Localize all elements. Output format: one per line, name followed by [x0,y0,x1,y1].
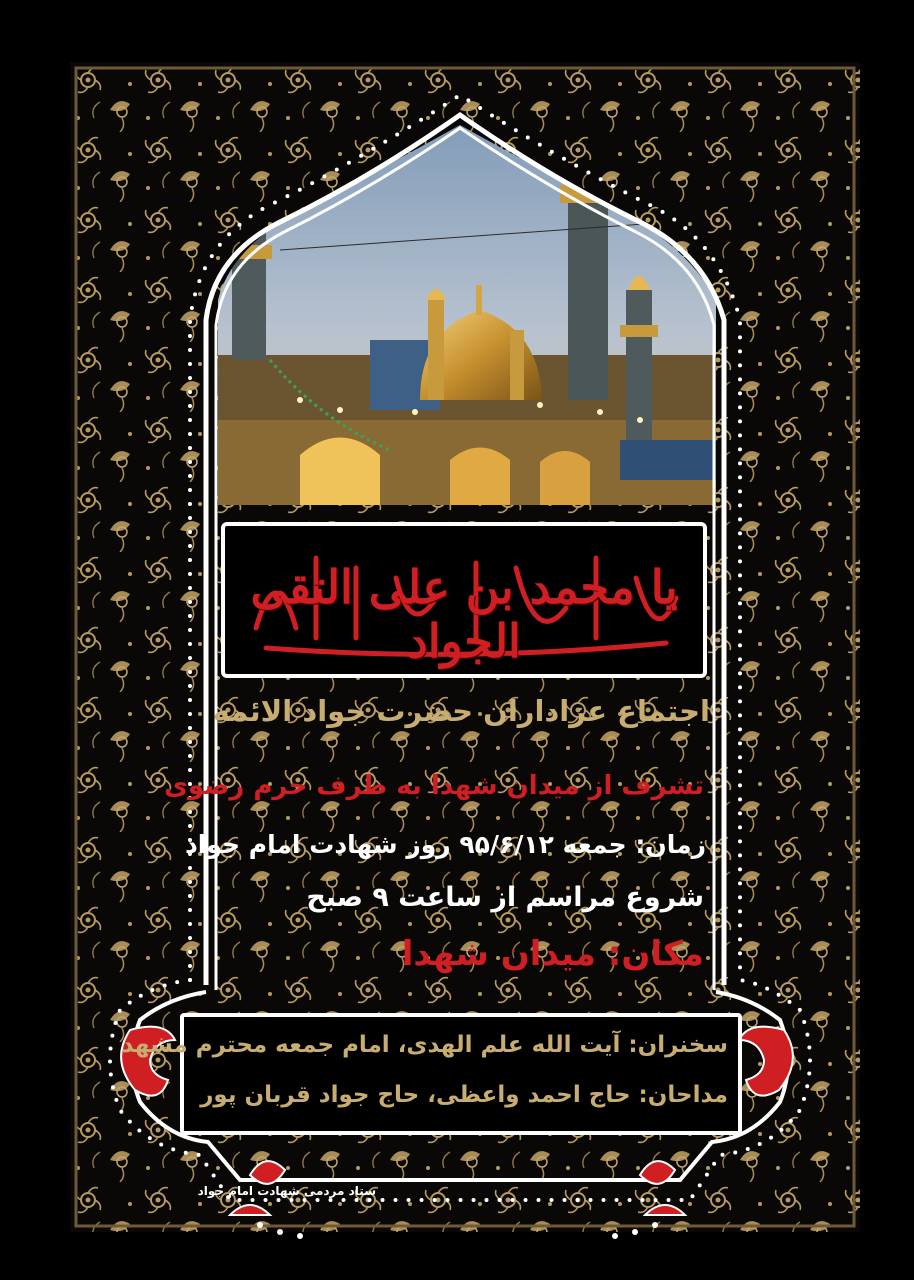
procession-text: تشرف از میدان شهدا به طرف حرم رضوی [164,771,704,801]
eulogists-text: مداحان: حاج احمد واعظی، حاج جواد قربان پور [200,1082,728,1108]
start-time-text: شروع مراسم از ساعت ۹ صبح [306,882,704,913]
place-text: مکان: میدان شهدا [401,934,704,974]
calligraphy-text: یا محمد بن علی التقی الجواد [250,560,678,668]
speakers-text: سخنران: آیت الله علم الهدی، امام جمعه محترم مشهد [121,1032,728,1058]
time-text: زمان: جمعه ۹۵/۶/۱۲ روز شهادت امام جواد [184,830,706,859]
headline: اجتماع عزاداران حضرت جواد الائمه [212,694,710,728]
organizer-footer: ستاد مردمی شهادت امام جواد [197,1184,376,1198]
